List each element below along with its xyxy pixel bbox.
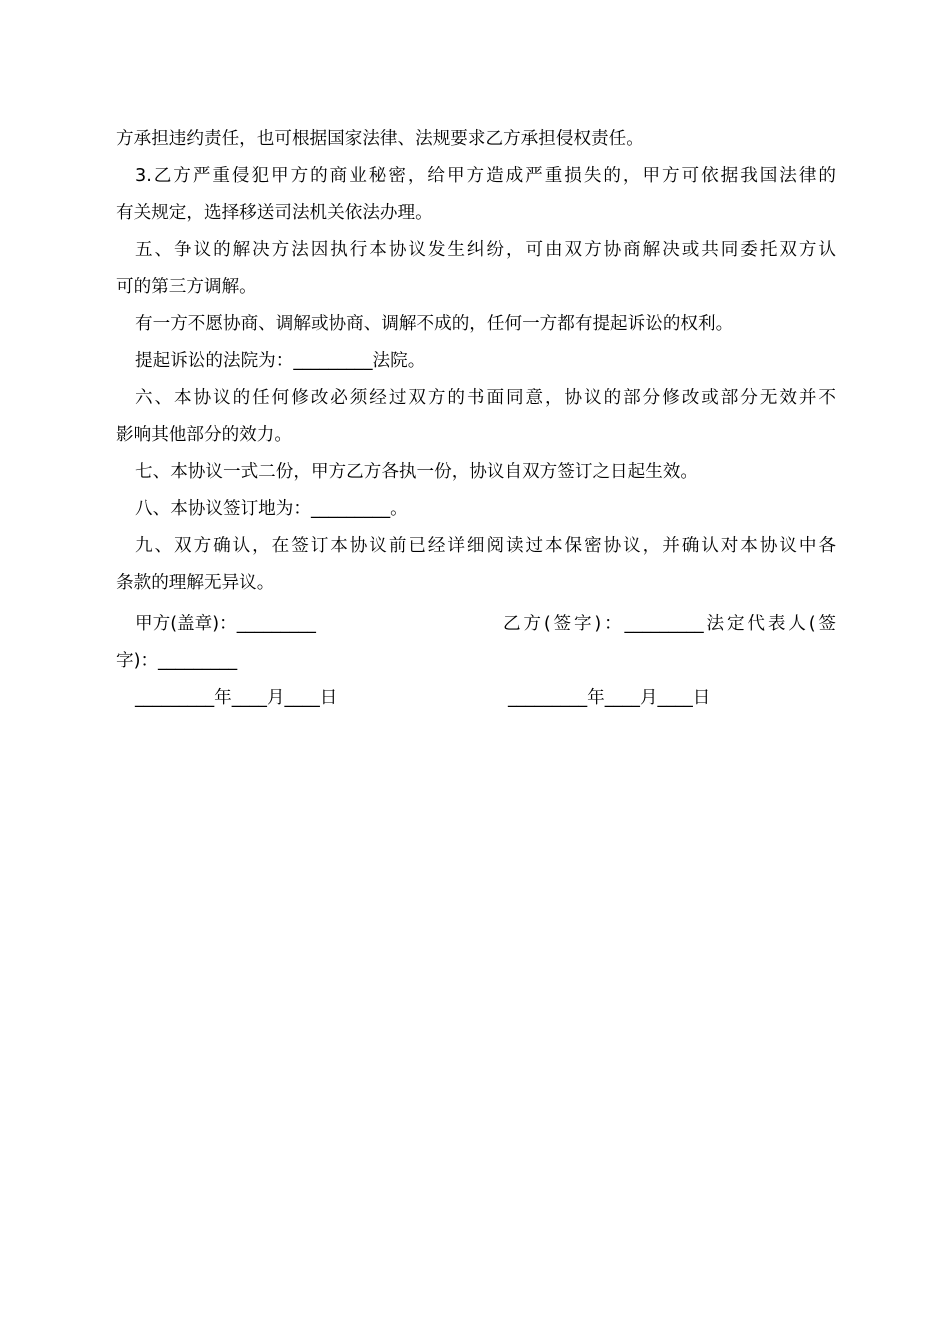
paragraph-1-line-1: 方承担违约责任，也可根据国家法律、法规要求乙方承担侵权责任。	[116, 129, 644, 149]
party-a-signature: 甲方(盖章)：_________	[135, 614, 316, 634]
paragraph-2-line-2: 有关规定，选择移送司法机关依法办理。	[116, 203, 433, 223]
litigation-right-line: 有一方不愿协商、调解或协商、调解不成的，任何一方都有提起诉讼的权利。	[135, 314, 734, 334]
section-8-line: 八、本协议签订地为：_________。	[135, 499, 408, 519]
party-b-signature-cont: 字)：_________	[116, 651, 238, 671]
section-6-line-2: 影响其他部分的效力。	[116, 425, 292, 445]
section-5-line-1: 五、争议的解决方法因执行本协议发生纠纷，可由双方协商解决或共同委托双方认	[135, 240, 836, 260]
section-9-line-2: 条款的理解无异议。	[116, 573, 275, 593]
court-line: 提起诉讼的法院为：_________法院。	[135, 351, 426, 371]
section-7-line: 七、本协议一式二份，甲方乙方各执一份，协议自双方签订之日起生效。	[135, 462, 699, 482]
paragraph-2-line-1: 3.乙方严重侵犯甲方的商业秘密，给甲方造成严重损失的，甲方可依据我国法律的	[135, 166, 836, 186]
section-5-line-2: 可的第三方调解。	[116, 277, 257, 297]
party-b-date: _________年____月____日	[508, 688, 711, 708]
party-b-signature: 乙方(签字)：_________法定代表人(签	[503, 614, 836, 634]
section-6-line-1: 六、本协议的任何修改必须经过双方的书面同意，协议的部分修改或部分无效并不	[135, 388, 836, 408]
section-9-line-1: 九、双方确认，在签订本协议前已经详细阅读过本保密协议，并确认对本协议中各	[135, 536, 836, 556]
party-a-date: _________年____月____日	[135, 688, 338, 708]
